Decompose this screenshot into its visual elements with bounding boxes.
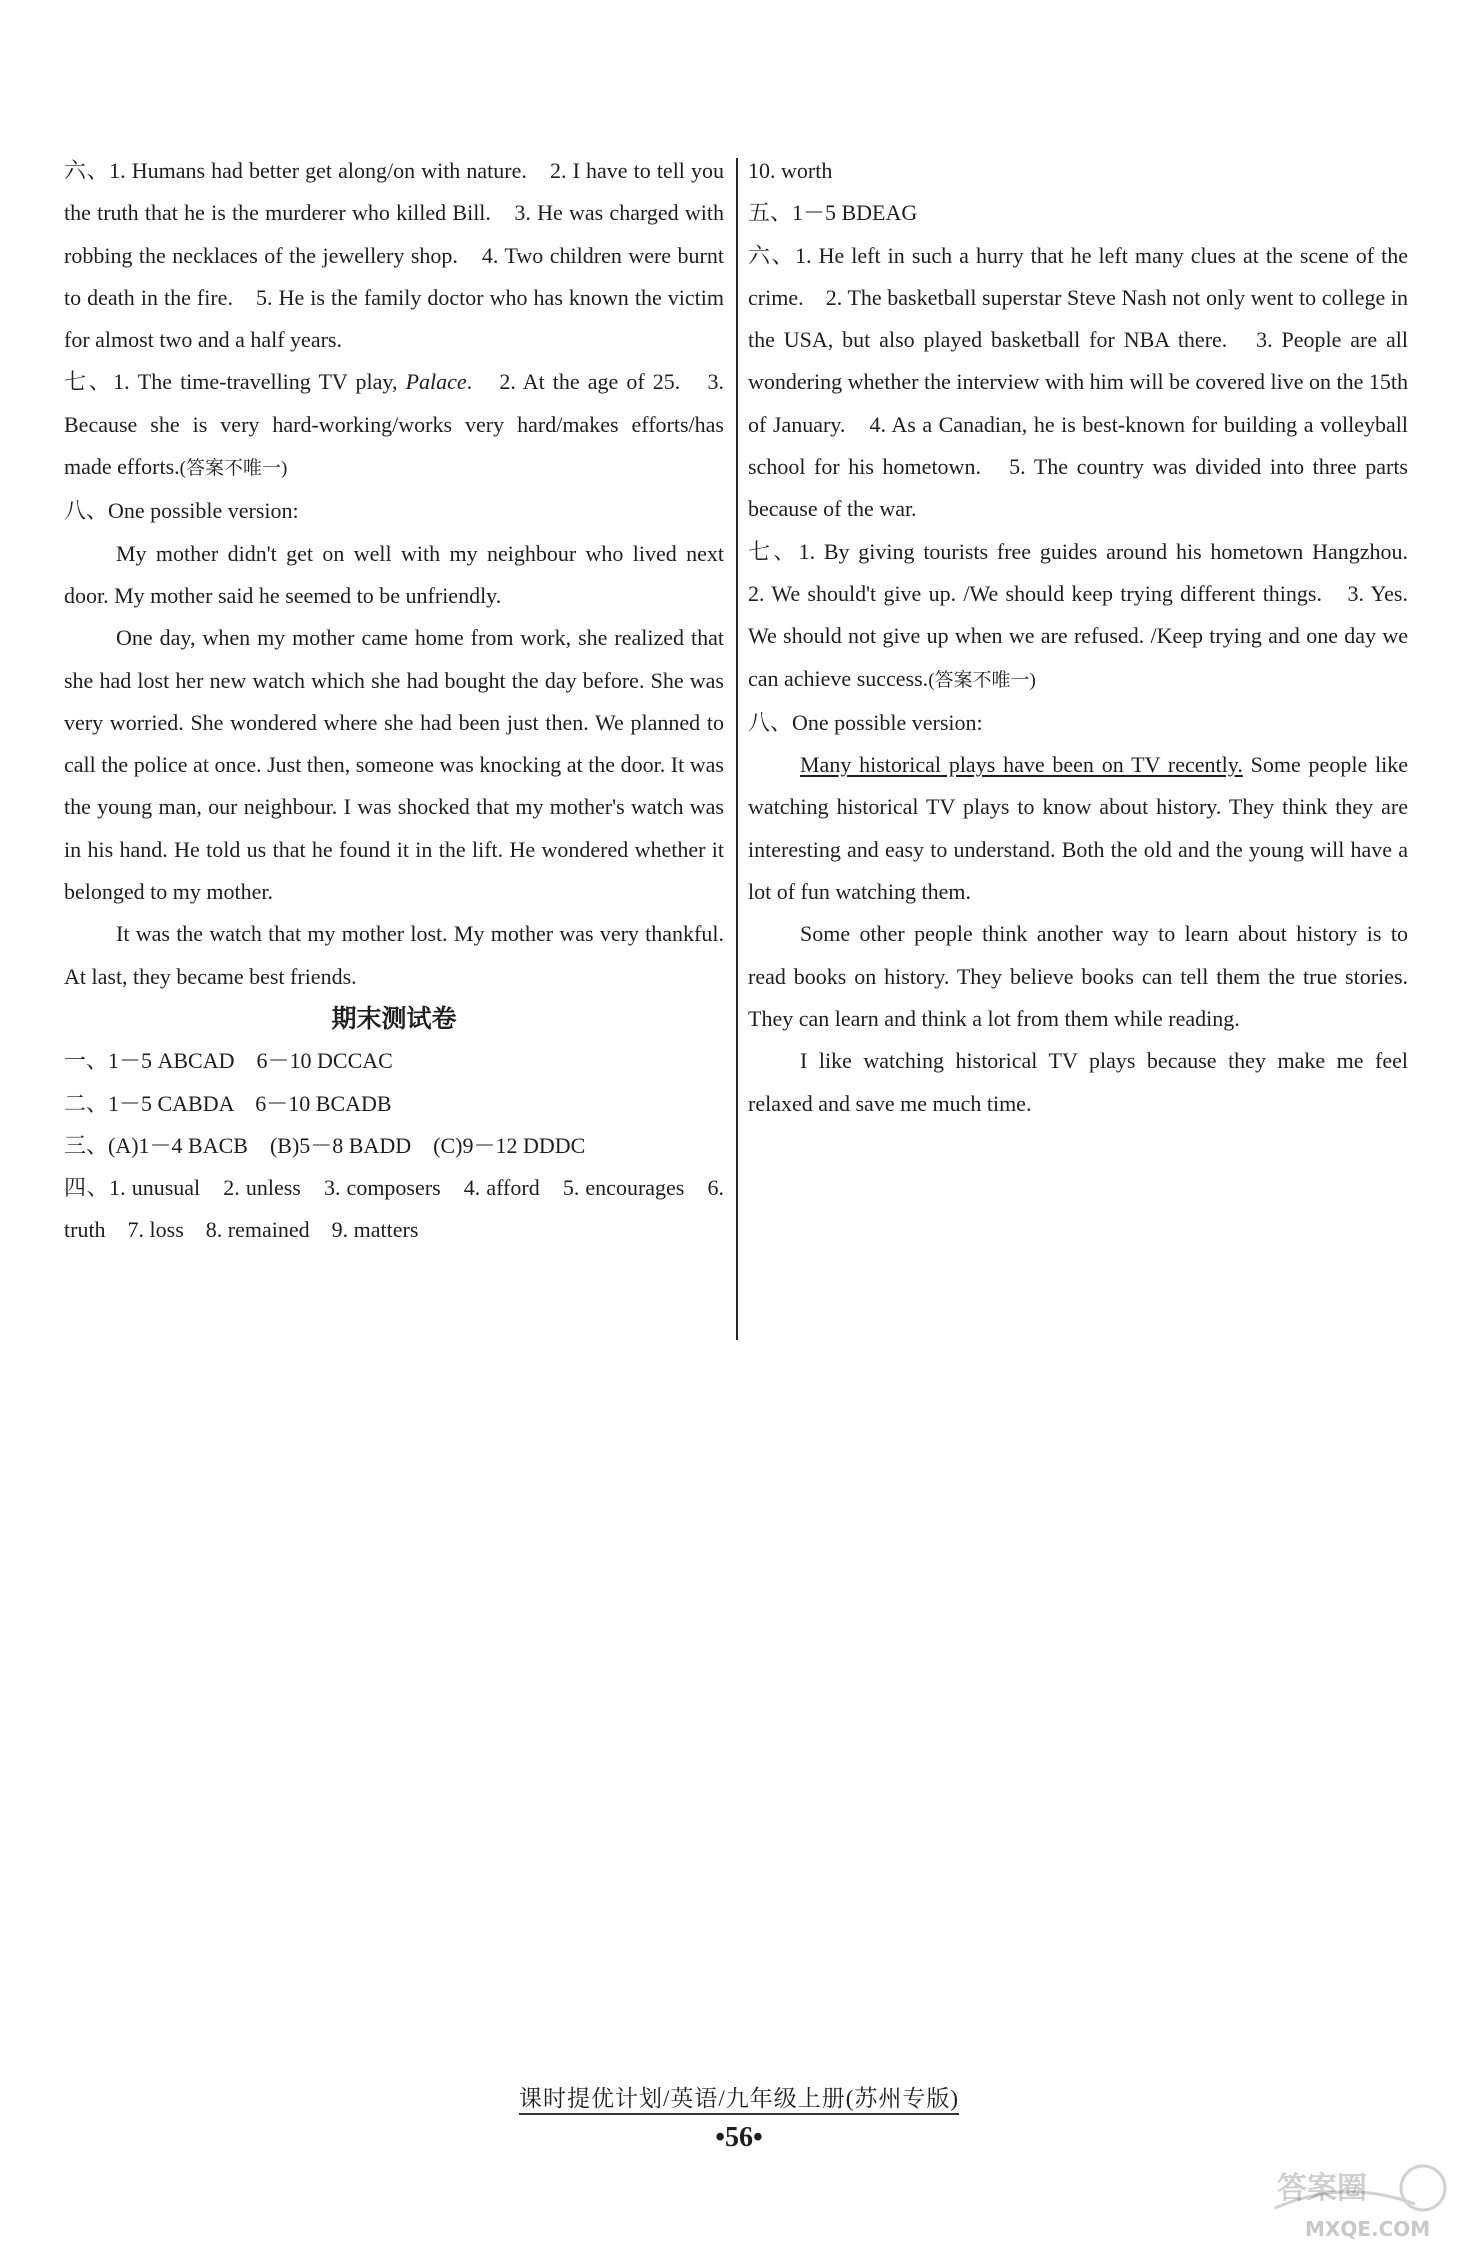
final-test-title: 期末测试卷: [331, 1003, 457, 1033]
column-divider: [736, 158, 738, 1340]
essay-paragraph-rest: Some people like watching historical TV plays to know about history. They think they are interesting and easy to understand. Both the old and the young will have a lot of fun watching them.: [748, 752, 1409, 905]
watermark-circle-icon: [1401, 2166, 1445, 2210]
book-title: 课时提优计划/英语/九年级上册(苏州专版): [519, 2086, 959, 2115]
right-column: [748, 150, 1431, 1125]
answer-not-unique-note: (答案不唯一): [179, 458, 288, 480]
section-8-heading: 八、One possible version:: [64, 498, 299, 524]
final-section-7: [748, 531, 1431, 702]
left-column: [64, 150, 724, 1252]
watermark-logo: [1265, 2158, 1465, 2242]
final-section-4-continued: 10. worth: [748, 158, 833, 183]
essay-paragraph: My mother didn't get on well with my neighbour who lived next door. My mother said he seemed to be unfriendly.: [64, 540, 724, 608]
final-section-7-text: 七、1. By giving tourists free guides around his hometown Hangzhou. 2. We should't give up. /We should keep trying different things. 3. Yes. We should not give up when we are refused. /Keep trying and one day we can achieve success.: [748, 538, 1431, 691]
final-section-2: 二、1－5 CABDA 6－10 BCADB: [64, 1090, 392, 1116]
final-section-8-heading: 八、One possible version:: [748, 709, 983, 735]
section-7-answers: [64, 361, 724, 490]
underlined-topic-sentence: Many historical plays have been on TV recently.: [800, 752, 1243, 778]
essay-paragraph: [748, 744, 1408, 913]
answer-not-unique-note: (答案不唯一): [928, 669, 1036, 691]
final-section-1: 一、1－5 ABCAD 6－10 DCCAC: [64, 1048, 393, 1074]
section-7-italic-title: Palace: [405, 369, 467, 395]
watermark-site: MXQE.COM: [1305, 2217, 1431, 2241]
final-section-5: 五、1－5 BDEAG: [748, 200, 918, 226]
page-number: •56•: [715, 2122, 763, 2153]
section-7-text-a: 七、1. The time-travelling TV play,: [64, 369, 406, 395]
final-section-4: 四、1. unusual 2. unless 3. composers 4. afford 5. encourages 6. truth 7. loss 8. remained 9. matters: [64, 1175, 724, 1243]
essay-paragraph: One day, when my mother came home from work, she realized that she had lost her new watch which she had bought the day before. She was very worried. She wondered where she had been just then. We planned to call the police at once. Just then, someone was knocking at the door. It was the young man, our neighbour. I was shocked that my mother's watch was in his hand. He told us that he found it in the lift. He wondered whether it belonged to my mother.: [64, 625, 724, 905]
watermark-brand: 答案圈: [1277, 2171, 1367, 2206]
essay-paragraph: I like watching historical TV plays because they make me feel relaxed and save me much time.: [748, 1048, 1408, 1116]
final-section-3: 三、(A)1－4 BACB (B)5－8 BADD (C)9－12 DDDC: [64, 1132, 586, 1158]
section-6-answers: 六、1. Humans had better get along/on with nature. 2. I have to tell you the truth that he is the murderer who killed Bill. 3. He was charged with robbing the necklaces of the jewellery shop. 4. Two children were burnt to death in the fire. 5. He is the family doctor who has known the victim for almost two and a half years.: [64, 158, 724, 353]
essay-paragraph: It was the watch that my mother lost. My mother was very thankful. At last, they became best friends.: [64, 921, 724, 989]
essay-paragraph: Some other people think another way to learn about history is to read books on history. They believe books can tell them the true stories. They can learn and think a lot from them while reading.: [748, 921, 1408, 1031]
book-title-footer: [0, 2080, 1478, 2113]
final-section-6: 六、1. He left in such a hurry that he left many clues at the scene of the crime. 2. The basketball superstar Steve Nash not only went to college in the USA, but also played basketball for NBA there. 3. People are all wondering whether the interview with him will be covered live on the 15th of January. 4. As a Canadian, he is best-known for building a volleyball school for his hometown. 5. The country was divided into three parts because of the war.: [748, 242, 1408, 522]
section-7-text-b: . 2. At the age of 25. 3. Because she is very hard-working/works very hard/makes efforts/has made efforts.: [64, 369, 724, 480]
